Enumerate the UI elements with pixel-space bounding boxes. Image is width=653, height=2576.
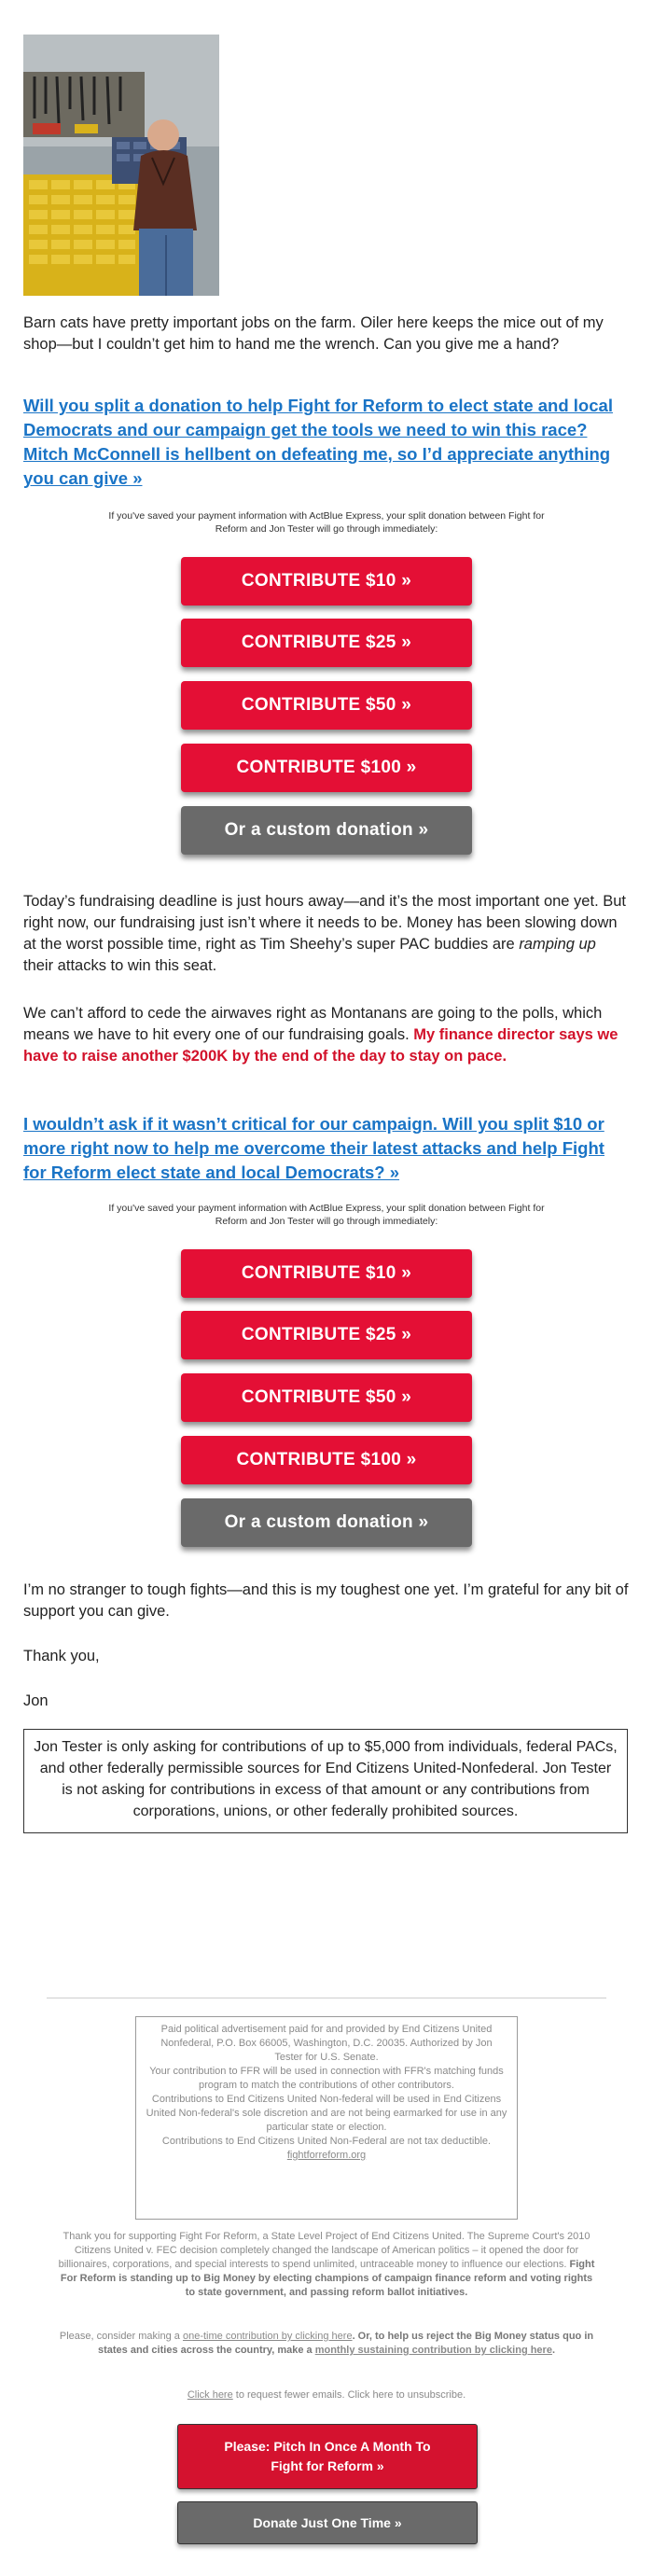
deadline-emphasis: ramping up xyxy=(519,936,596,953)
ask-link-2[interactable] xyxy=(23,1112,630,1185)
contribute-50-button-2[interactable]: CONTRIBUTE $50 » xyxy=(181,1373,472,1422)
paid-for-line-3: Contributions to End Citizens United Non-federal will be used in End Citizens United Non-federal's sole discretion and are not being earmarked for use in any particular state or election. xyxy=(146,2094,507,2133)
contribute-10-button-2[interactable]: CONTRIBUTE $10 » xyxy=(181,1249,472,1298)
airwaves-text: We can’t afford to cede the airwaves right as Montanans are going to the polls, which means we have to hit every one of our fundraising goals. xyxy=(23,1005,603,1043)
airwaves-paragraph xyxy=(23,1003,630,1067)
site-link[interactable]: fightforreform.org xyxy=(286,2150,367,2161)
contribute-25-button-2[interactable]: CONTRIBUTE $25 » xyxy=(181,1311,472,1359)
contribute-10-button[interactable]: CONTRIBUTE $10 » xyxy=(181,557,472,606)
consider-end: . xyxy=(551,2345,556,2356)
paid-for-line-1: Paid political advertisement paid for and provided by End Citizens United Nonfederal, P.O. Box 66005, Washington, D.C. 20035. Authorized by Jon Tester for U.S. Senate. xyxy=(160,2024,493,2063)
contribute-100-button-2[interactable]: CONTRIBUTE $100 » xyxy=(181,1436,472,1484)
paid-for-line-2: Your contribution to FFR will be used in connection with FFR's matching funds program to match the contributions of other contributors. xyxy=(149,2066,504,2091)
finance-director-alert: My finance director says we have to raise another $200K by the end of the day to stay on pace. xyxy=(23,1026,618,1065)
ask-link-1-text[interactable]: Will you split a donation to help Fight for Reform to elect state and local Democrats and our campaign get the tools we need to win this race? Mitch McConnell is hellbent on defeating me, so I’d appreciate anything you can give » xyxy=(23,396,613,488)
unsubscribe-text[interactable]: to request fewer emails. Click here to unsubscribe. xyxy=(232,2389,466,2401)
ask-link-1[interactable] xyxy=(23,394,630,491)
hero-photo xyxy=(23,35,219,296)
consider-text: Please, consider making a xyxy=(59,2331,183,2342)
thanks-line: Thank you, xyxy=(23,1648,100,1664)
closing-paragraph: I’m no stranger to tough fights—and this is my toughest one yet. I’m grateful for any bit of support you can give. xyxy=(23,1581,629,1620)
contribution-disclaimer: Jon Tester is only asking for contributions of up to $5,000 from individuals, federal PACs, and other federally permissible sources for End Citizens United-Nonfederal. Jon Tester is not asking for contributions in excess of that amount or any contributions from corporations, unions, or other federally prohibited sources. xyxy=(23,1729,628,1833)
footer-about-text: Thank you for supporting Fight For Reform, a State Level Project of End Citizens United. The Supreme Court's 2010 Citizens United v. FEC decision completely changed the landscape of American politics – it opened the door for billionaires, corporations, and special interests to spend unlimited, untraceable money to influence our elections. xyxy=(58,2231,590,2270)
custom-donation-button[interactable]: Or a custom donation » xyxy=(181,806,472,855)
ask-link-2-text[interactable]: I wouldn’t ask if it wasn’t critical for our campaign. Will you split $10 or more right now to help me overcome their latest attacks and help Fight for Reform elect state and local Democrats? » xyxy=(23,1114,604,1182)
contribute-25-button[interactable]: CONTRIBUTE $25 » xyxy=(181,619,472,667)
deadline-text-end: their attacks to win this seat. xyxy=(23,957,217,974)
consider-bold: . Or, to help us reject the Big Money status quo in states and cities across the country, make a xyxy=(97,2331,594,2356)
footer-about-bold: Fight For Reform is standing up to Big Money by electing champions of campaign finance reform and voting rights to state government, and passing reform ballot initiatives. xyxy=(60,2259,595,2298)
footer-consider xyxy=(56,2330,597,2358)
monthly-contribution-link[interactable]: monthly sustaining contribution by clicking here xyxy=(314,2345,552,2356)
custom-donation-button-2[interactable]: Or a custom donation » xyxy=(181,1498,472,1547)
contribute-100-button[interactable]: CONTRIBUTE $100 » xyxy=(181,744,472,792)
actblue-note-1: If you've saved your payment information with ActBlue Express, your split donation between Fight for Reform and Jon Tester will go through immediately: xyxy=(108,510,545,535)
monthly-donate-button[interactable]: Please: Pitch In Once A Month To Fight for Reform » xyxy=(177,2424,478,2489)
paid-for-line-4: Contributions to End Citizens United Non-Federal are not tax deductible. xyxy=(161,2136,492,2147)
deadline-paragraph xyxy=(23,891,630,977)
actblue-note-2: If you've saved your payment information with ActBlue Express, your split donation between Fight for Reform and Jon Tester will go through immediately: xyxy=(108,1203,545,1227)
one-time-contribution-link[interactable]: one-time contribution by clicking here xyxy=(182,2331,353,2342)
fewer-emails-link[interactable]: Click here xyxy=(187,2389,233,2401)
footer-about xyxy=(56,2230,597,2300)
contribute-50-button[interactable]: CONTRIBUTE $50 » xyxy=(181,681,472,730)
workshop-illustration xyxy=(23,35,219,296)
one-time-donate-button[interactable]: Donate Just One Time » xyxy=(177,2501,478,2544)
footer-unsubscribe xyxy=(56,2388,597,2402)
deadline-text: Today’s fundraising deadline is just hours away—and it’s the most important one yet. But right now, our fundraising just isn’t where it needs to be. Money has been slowing down at the worst possible time, right as Tim Sheehy’s super PAC buddies are xyxy=(23,893,626,953)
signature: Jon xyxy=(23,1692,49,1709)
intro-paragraph: Barn cats have pretty important jobs on the farm. Oiler here keeps the mice out of my shop—but I couldn’t get him to hand me the wrench. Can you give me a hand? xyxy=(23,314,604,353)
paid-for-box xyxy=(135,2016,518,2220)
